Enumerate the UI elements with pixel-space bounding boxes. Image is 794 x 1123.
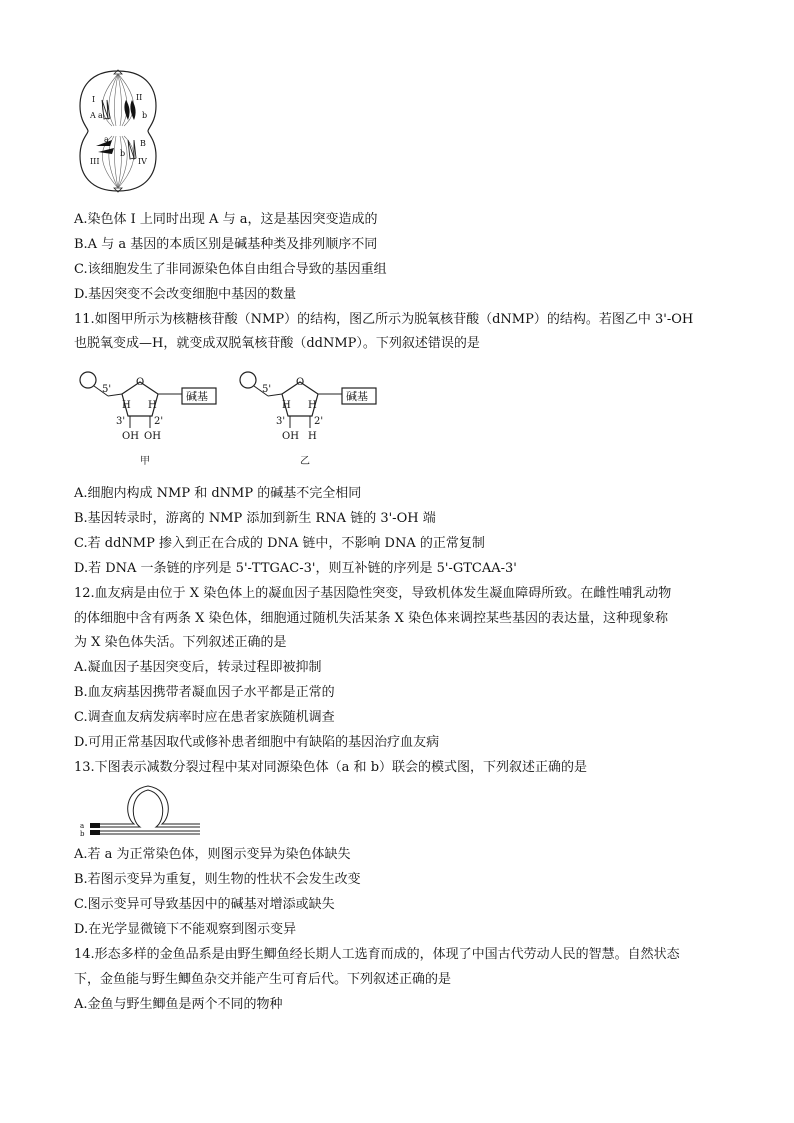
svg-text:IV: IV	[138, 157, 147, 166]
svg-text:H: H	[122, 400, 131, 411]
q14-option-a: A.金鱼与野生鲫鱼是两个不同的物种	[74, 997, 283, 1012]
svg-text:5': 5'	[262, 384, 272, 395]
q14-stem-line2: 下，金鱼能与野生鲫鱼杂交并能产生可育后代。下列叙述正确的是	[74, 972, 452, 987]
q13-option-a: A.若 a 为正常染色体，则图示变异为染色体缺失	[74, 847, 351, 862]
svg-text:碱基: 碱基	[186, 390, 208, 403]
svg-text:b: b	[120, 149, 126, 158]
q11-option-a: A.细胞内构成 NMP 和 dNMP 的碱基不完全相同	[74, 486, 362, 501]
svg-text:乙: 乙	[300, 456, 310, 467]
svg-text:a: a	[80, 822, 85, 830]
q12-stem-line1: 12.血友病是由位于 X 染色体上的凝血因子基因隐性突变，导致机体发生凝血障碍所致。在雌性哺乳动物	[74, 586, 672, 601]
chromosome-IV	[128, 140, 136, 159]
q11-option-c: C.若 ddNMP 掺入到正在合成的 DNA 链中，不影响 DNA 的正常复制	[74, 536, 485, 551]
svg-text:H: H	[308, 400, 317, 411]
svg-text:2': 2'	[154, 416, 164, 427]
q10-option-d: D.基因突变不会改变细胞中基因的数量	[74, 287, 297, 302]
nmp-structure-figure	[78, 368, 228, 468]
svg-text:II: II	[136, 93, 143, 102]
svg-text:a: a	[98, 111, 103, 120]
q11-stem-line2: 也脱氧变成—H，就变成双脱氧核苷酸（ddNMP）。下列叙述错误的是	[74, 336, 480, 351]
svg-text:b: b	[80, 830, 85, 838]
svg-text:H: H	[148, 400, 157, 411]
q11-option-d: D.若 DNA 一条链的序列是 5'-TTGAC-3'，则互补链的序列是 5'-GTCAA-3'	[74, 561, 517, 576]
q10-option-b: B.A 与 a 基因的本质区别是碱基种类及排列顺序不同	[74, 237, 378, 252]
q12-stem-line2: 的体细胞中含有两条 X 染色体，细胞通过随机失活某条 X 染色体来调控某些基因的表达量，这种现象称	[74, 611, 669, 626]
svg-text:B: B	[140, 139, 146, 148]
q13-option-b: B.若图示变异为重复，则生物的性状不会发生改变	[74, 872, 361, 887]
q14-stem-line1: 14.形态多样的金鱼品系是由野生鲫鱼经长期人工选育而成的，体现了中国古代劳动人民的智慧。自然状态	[74, 947, 680, 962]
svg-text:3': 3'	[276, 416, 286, 427]
cell-division-figure	[72, 66, 164, 196]
svg-text:H: H	[308, 431, 317, 442]
q11-stem-line1: 11.如图甲所示为核糖核苷酸（NMP）的结构，图乙所示为脱氧核苷酸（dNMP）的结构。若图乙中 3'-OH	[74, 312, 694, 327]
svg-text:甲: 甲	[140, 456, 150, 467]
q12-option-a: A.凝血因子基因突变后，转录过程即被抑制	[74, 660, 322, 675]
q11-option-b: B.基因转录时，游离的 NMP 添加到新生 RNA 链的 3'-OH 端	[74, 511, 436, 526]
svg-text:OH: OH	[122, 431, 139, 442]
svg-text:a: a	[104, 135, 109, 144]
svg-text:O: O	[296, 377, 305, 388]
svg-text:O: O	[136, 377, 145, 388]
q13-option-d: D.在光学显微镜下不能观察到图示变异	[74, 922, 297, 937]
svg-text:A: A	[90, 111, 96, 120]
svg-text:OH: OH	[144, 431, 161, 442]
q12-option-c: C.调查血友病发病率时应在患者家族随机调查	[74, 710, 335, 725]
svg-text:2': 2'	[314, 416, 324, 427]
q13-stem: 13.下图表示减数分裂过程中某对同源染色体（a 和 b）联会的模式图，下列叙述正确的是	[74, 760, 588, 775]
svg-text:b: b	[142, 111, 148, 120]
svg-text:III: III	[90, 157, 100, 166]
dnmp-structure-figure	[238, 368, 388, 468]
q12-option-d: D.可用正常基因取代或修补患者细胞中有缺陷的基因治疗血友病	[74, 735, 440, 750]
q12-option-b: B.血友病基因携带者凝血因子水平都是正常的	[74, 685, 335, 700]
q10-option-c: C.该细胞发生了非同源染色体自由组合导致的基因重组	[74, 262, 387, 277]
svg-text:I: I	[92, 95, 96, 104]
svg-text:碱基: 碱基	[346, 390, 368, 403]
q12-stem-line3: 为 X 染色体失活。下列叙述正确的是	[74, 635, 287, 650]
svg-text:H: H	[282, 400, 291, 411]
q13-option-c: C.图示变异可导致基因中的碱基对增添或缺失	[74, 897, 335, 912]
synapsis-loop-figure	[76, 780, 206, 840]
q10-option-a: A.染色体 I 上同时出现 A 与 a，这是基因突变造成的	[74, 212, 378, 227]
svg-text:5': 5'	[102, 384, 112, 395]
svg-text:3': 3'	[116, 416, 126, 427]
svg-text:OH: OH	[282, 431, 299, 442]
